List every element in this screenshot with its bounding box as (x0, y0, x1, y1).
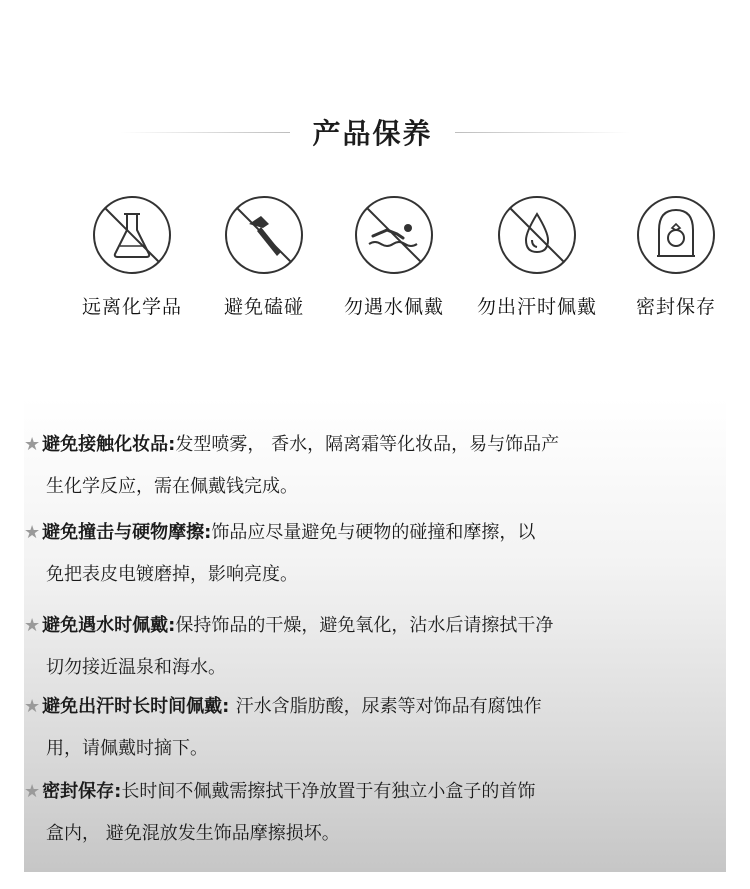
care-text-continued: 免把表皮电镀磨掉，影响亮度。 (46, 564, 298, 585)
icon-label-sweat: 勿出汗时佩戴 (476, 296, 597, 318)
ring-box-icon (635, 194, 717, 276)
icon-label-bump: 避免磕碰 (223, 296, 304, 318)
flask-icon (91, 194, 173, 276)
title-divider-right (455, 132, 630, 133)
care-item-storage (24, 771, 726, 855)
care-heading: 避免撞击与硬物摩擦: (42, 522, 212, 543)
care-item-water (24, 605, 726, 689)
droplet-icon (496, 194, 578, 276)
icon-item-chemicals (62, 194, 202, 318)
icon-item-storage (606, 194, 746, 318)
care-heading: 避免接触化妆品: (42, 434, 176, 455)
care-heading: 避免遇水时佩戴: (42, 615, 176, 636)
section-title-row (0, 110, 750, 154)
icon-label-chemicals: 远离化学品 (81, 296, 182, 318)
care-icons-row (0, 194, 750, 334)
icon-item-bump (194, 194, 334, 318)
star-icon: ★ (24, 522, 41, 543)
care-text-continued: 盒内， 避免混放发生饰品摩擦损坏。 (46, 823, 340, 844)
icon-label-water: 勿遇水佩戴 (343, 296, 444, 318)
care-instructions-panel (24, 398, 726, 872)
care-text-continued: 用，请佩戴时摘下。 (46, 738, 208, 759)
star-icon: ★ (24, 781, 41, 802)
star-icon: ★ (24, 434, 41, 455)
care-text: 饰品应尽量避免与硬物的碰撞和摩擦，以 (211, 522, 536, 543)
hammer-icon (223, 194, 305, 276)
swimmer-icon (353, 194, 435, 276)
care-text: 汗水含脂肪酸，尿素等对饰品有腐蚀作 (235, 696, 542, 717)
care-heading: 密封保存: (42, 781, 122, 802)
care-text: 发型喷雾， 香水，隔离霜等化妆品，易与饰品产 (175, 434, 560, 455)
care-text: 保持饰品的干燥，避免氧化，沾水后请擦拭干净 (175, 615, 554, 636)
title-divider-left (120, 132, 290, 133)
care-item-sweat (24, 686, 726, 770)
care-item-friction (24, 512, 726, 596)
care-text-continued: 切勿接近温泉和海水。 (46, 657, 226, 678)
page-title: 产品保养 (312, 117, 433, 150)
icon-item-water (324, 194, 464, 318)
star-icon: ★ (24, 615, 41, 636)
icon-item-sweat (467, 194, 607, 318)
care-item-cosmetics (24, 424, 726, 508)
care-heading: 避免出汗时长时间佩戴: (42, 696, 236, 717)
care-text-continued: 生化学反应，需在佩戴钱完成。 (46, 476, 298, 497)
care-text: 长时间不佩戴需擦拭干净放置于有独立小盒子的首饰 (121, 781, 536, 802)
star-icon: ★ (24, 696, 41, 717)
icon-label-storage: 密封保存 (635, 296, 716, 318)
